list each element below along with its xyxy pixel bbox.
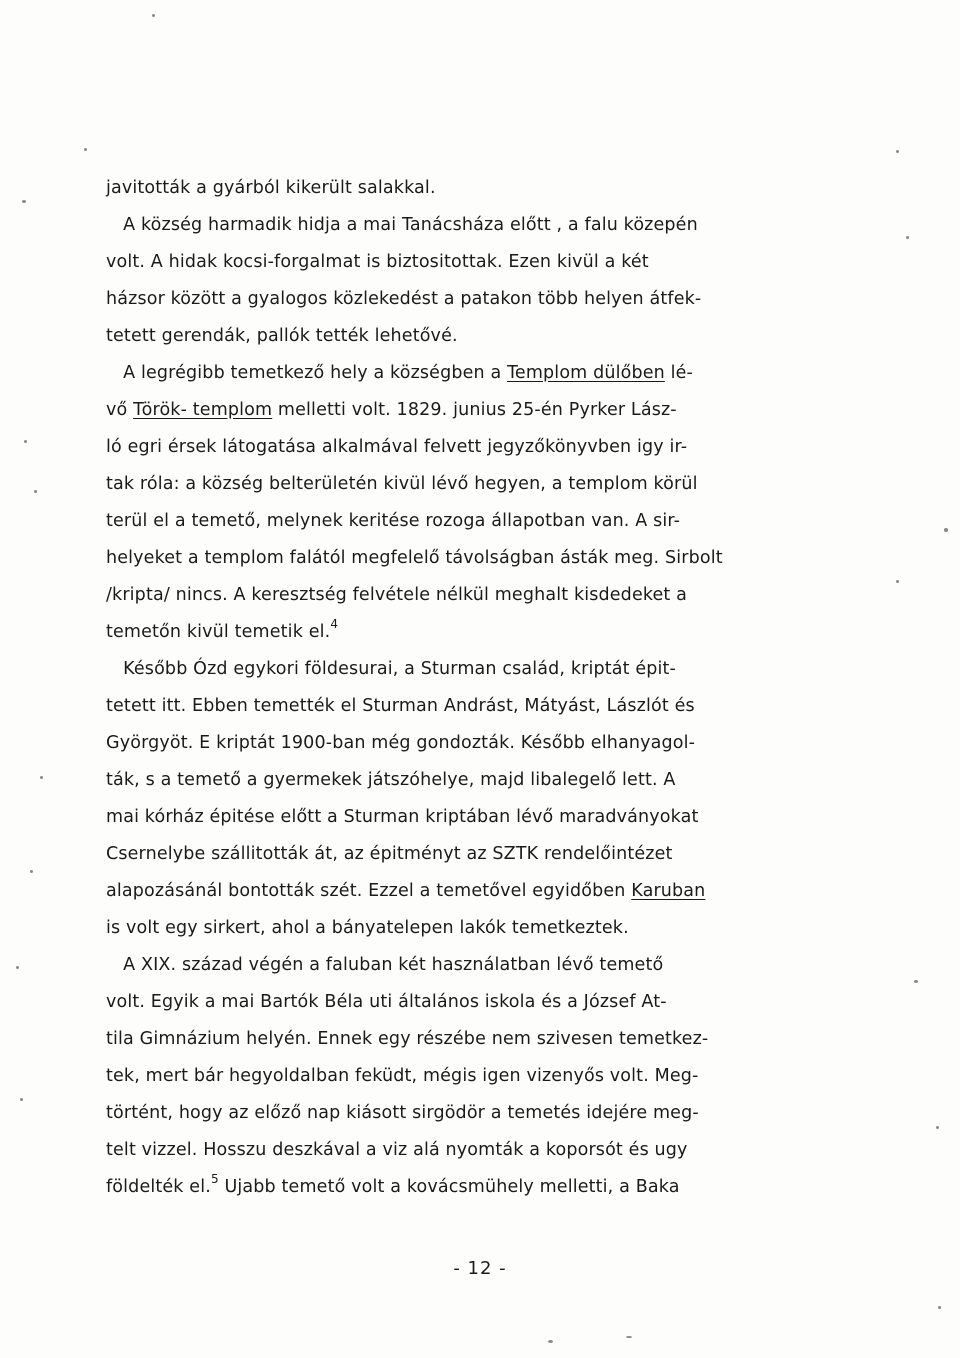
line-text: helyeket a templom falától megfelelő távolságban ásták meg. Sirbolt <box>106 548 723 568</box>
line-text: volt. Egyik a mai Bartók Béla uti általános iskola és a József At- <box>106 992 667 1012</box>
text-line <box>106 688 876 725</box>
text-line <box>106 466 876 503</box>
line-text: temetőn kivül temetik el. <box>106 622 331 642</box>
line-text: volt. A hidak kocsi-forgalmat is biztositottak. Ezen kivül a két <box>106 252 649 272</box>
scan-speck <box>34 490 37 493</box>
scan-speck <box>548 1340 553 1343</box>
scan-speck <box>914 980 918 983</box>
scan-speck <box>896 580 899 583</box>
line-text: tetett itt. Ebben temették el Sturman Andrást, Mátyást, Lászlót és <box>106 696 695 716</box>
line-text: A község harmadik hidja a mai Tanácsháza előtt , a falu közepén <box>106 215 698 235</box>
scan-speck <box>84 148 87 151</box>
line-text: mai kórház épitése előtt a Sturman kriptában lévő maradványokat <box>106 807 699 827</box>
line-text: Később Ózd egykori földesurai, a Sturman család, kriptát épit- <box>106 659 676 679</box>
line-text: tek, mert bár hegyoldalban feküdt, mégis igen vizenyős volt. Meg- <box>106 1066 699 1086</box>
line-text: /kripta/ nincs. A keresztség felvétele nélkül meghalt kisdedeket a <box>106 585 688 605</box>
line-text: történt, hogy az előző nap kiásott sirgödör a temetés idejére meg- <box>106 1103 699 1123</box>
line-text: tetett gerendák, pallók tették lehetővé. <box>106 326 458 346</box>
line-text: tila Gimnázium helyén. Ennek egy részébe nem szivesen temetkez- <box>106 1029 709 1049</box>
text-line <box>106 1132 876 1169</box>
text-line <box>106 799 876 836</box>
text-line <box>106 355 876 392</box>
scan-speck <box>40 776 43 779</box>
text-line <box>106 651 876 688</box>
text-line <box>106 836 876 873</box>
scan-speck <box>24 440 27 443</box>
scan-speck <box>896 150 899 153</box>
line-text: házsor között a gyalogos közlekedést a patakon több helyen átfek- <box>106 289 702 309</box>
underlined-text: Török- templom <box>133 400 273 420</box>
scan-speck <box>22 200 26 203</box>
line-text: tak róla: a község belterületén kivül lévő hegyen, a templom körül <box>106 474 698 494</box>
line-text: alapozásánál bontották szét. Ezzel a temetővel egyidőben <box>106 881 632 901</box>
text-line <box>106 207 876 244</box>
text-line <box>106 170 876 207</box>
text-line <box>106 429 876 466</box>
scan-speck <box>906 236 909 239</box>
line-text: ló egri érsek látogatása alkalmával felvett jegyzőkönyvben igy ir- <box>106 437 688 457</box>
scan-speck <box>938 1306 941 1309</box>
footnote-marker: 5 <box>210 1172 219 1186</box>
line-text-after: melletti volt. 1829. junius 25-én Pyrker Lász- <box>272 400 677 420</box>
text-line <box>106 318 876 355</box>
line-text: vő <box>106 400 134 420</box>
line-text-after: Ujabb temető volt a kovácsmühely melletti, a Baka <box>218 1177 680 1197</box>
underlined-text: Karuban <box>631 881 706 901</box>
text-line <box>106 503 876 540</box>
body-text <box>106 170 876 1206</box>
text-line <box>106 762 876 799</box>
text-line <box>106 540 876 577</box>
text-line <box>106 984 876 1021</box>
scan-speck <box>152 14 155 17</box>
text-line <box>106 1095 876 1132</box>
scan-speck <box>626 1336 632 1338</box>
line-text: ták, s a temető a gyermekek játszóhelye, majd libalegelő lett. A <box>106 770 676 790</box>
scan-speck <box>936 1126 939 1129</box>
scan-speck <box>944 528 948 532</box>
line-text: is volt egy sirkert, ahol a bányatelepen lakók temetkeztek. <box>106 918 629 938</box>
footnote-marker: 4 <box>330 617 339 631</box>
text-line <box>106 244 876 281</box>
text-line <box>106 873 876 910</box>
text-line <box>106 281 876 318</box>
line-text: javitották a gyárból kikerült salakkal. <box>106 178 436 198</box>
scan-speck <box>20 1098 23 1101</box>
text-line <box>106 1021 876 1058</box>
line-text: Györgyöt. E kriptát 1900-ban még gondozták. Később elhanyagol- <box>106 733 696 753</box>
text-line <box>106 577 876 614</box>
text-line <box>106 725 876 762</box>
line-text: Csernelybe szállitották át, az épitményt az SZTK rendelőintézet <box>106 844 673 864</box>
text-line <box>106 392 876 429</box>
underlined-text: Templom dülőben <box>507 363 665 383</box>
text-line <box>106 947 876 984</box>
text-line <box>106 1058 876 1095</box>
scan-speck <box>16 966 19 969</box>
line-text: terül el a temető, melynek keritése rozoga állapotban van. A sir- <box>106 511 681 531</box>
line-text: földelték el. <box>106 1177 211 1197</box>
line-text: A legrégibb temetkező hely a községben a <box>106 363 508 383</box>
text-line <box>106 614 876 651</box>
text-line <box>106 910 876 947</box>
line-text: telt vizzel. Hosszu deszkával a viz alá nyomták a koporsót és ugy <box>106 1140 688 1160</box>
line-text-after: lé- <box>664 363 693 383</box>
line-text: A XIX. század végén a faluban két használatban lévő temető <box>106 955 664 975</box>
scan-speck <box>30 870 33 873</box>
page-number: - 12 - <box>453 1258 507 1279</box>
text-line <box>106 1169 876 1206</box>
